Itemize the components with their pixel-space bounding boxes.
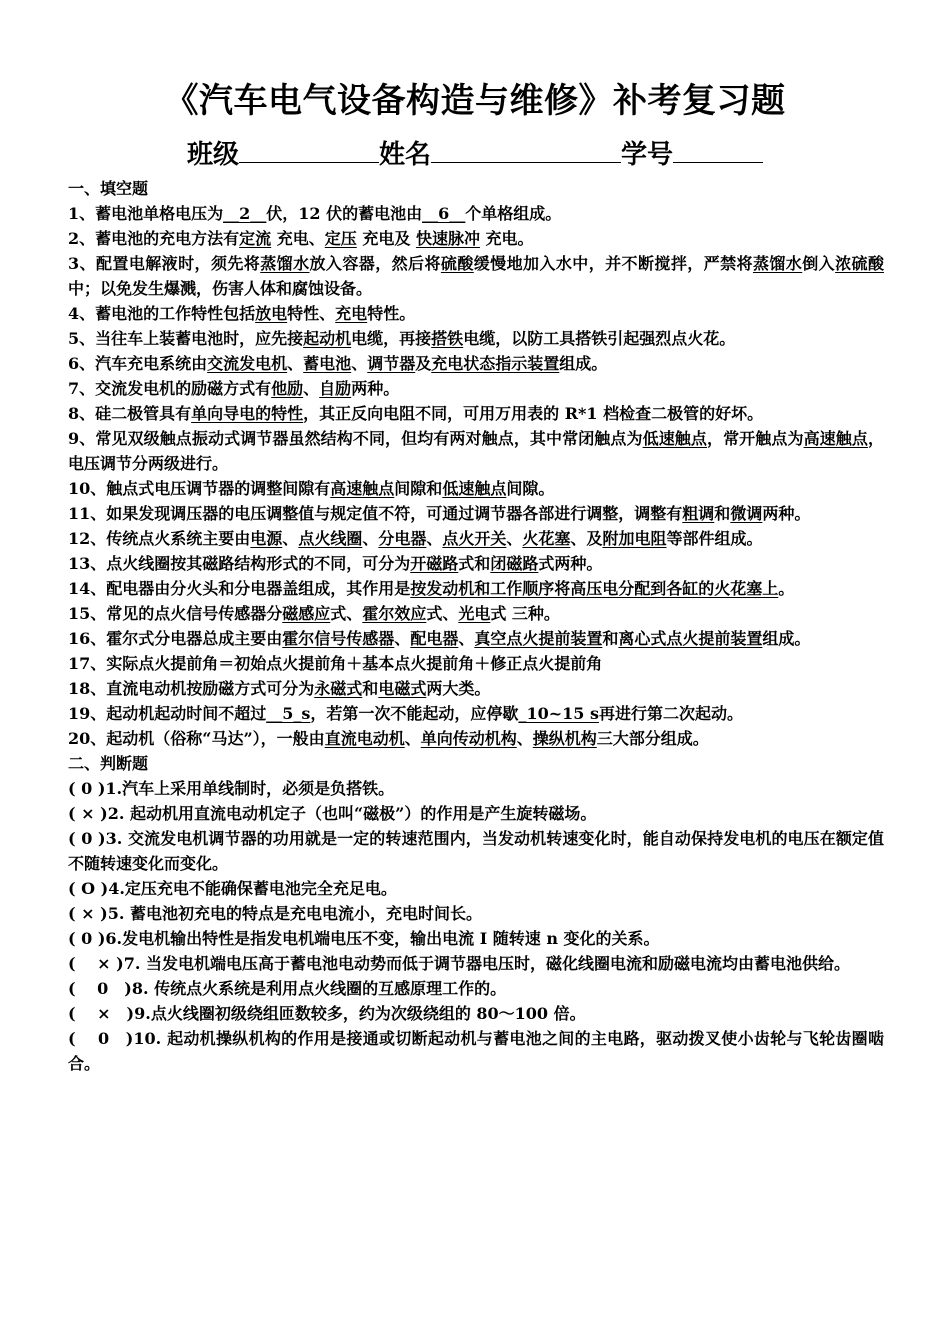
question-text: 。 [778,579,795,598]
answer: 配电器 [410,629,459,648]
answer: 磁感应 [282,604,331,623]
answer: 电磁式 [378,679,427,698]
question-17 [68,651,884,676]
question-text: 17、实际点火提前角＝初始点火提前角＋基本点火提前角＋修正点火提前角 [68,654,603,673]
answer: 电源 [250,529,283,548]
question-text: 8. 传统点火系统是利用点火线圈的互感原理工作的。 [131,979,507,998]
answer: 真空点火提前装置 [474,629,603,648]
question-text: 两种。 [762,504,811,523]
answer: 单向传动机构 [420,729,517,748]
judge-item-3 [68,826,884,876]
question-text: 间隙和 [394,479,443,498]
judge-item-2 [68,801,884,826]
question-2 [68,226,884,251]
question-13 [68,551,884,576]
judge-mark: ( 0 ) [68,779,106,798]
judge-item-10 [68,1026,884,1076]
question-text: 、 [287,354,304,373]
question-text: 3、配置电解液时，须先将 [68,254,261,273]
section-fill-heading: 一、填空题 [68,179,149,198]
question-14 [68,576,884,601]
answer: 点火线圈 [298,529,363,548]
judge-item-5 [68,901,884,926]
question-text: 电缆，再接 [351,329,432,348]
question-text: 11、如果发现调压器的电压调整值与规定值不符，可通过调节器各部进行调整，调整有 [68,504,683,523]
question-18 [68,676,884,701]
question-text: 放入容器，然后将 [309,254,441,273]
answer: 交流发电机 [207,354,288,373]
question-text: 1.汽车上采用单线制时，必须是负搭铁。 [105,779,395,798]
judge-mark: ( × ) [68,954,124,973]
question-text: 式、 [426,604,459,623]
answer: 快速脉冲 [415,229,480,248]
question-16 [68,626,884,651]
question-text: 7、交流发电机的励磁方式有 [68,379,272,398]
question-text: 式和 [458,554,491,573]
question-text: 10. 起动机操纵机构的作用是接通或切断起动机与蓄电池之间的主电路，驱动拨叉使小齿轮与飞轮齿圈啮合。 [68,1029,884,1073]
question-text: 、 [351,354,368,373]
answer: __6__ [422,204,466,223]
question-text: 组成。 [762,629,811,648]
question-text: 倒入 [802,254,836,273]
question-text: 间隙。 [506,479,555,498]
question-text: 8、硅二极管具有 [68,404,192,423]
question-text: 及 [415,354,432,373]
question-text: 7. 当发电机端电压高于蓄电池电动势而低于调节器电压时，磁化线圈电流和励磁电流均由蓄电池供给。 [123,954,850,973]
question-text: 特性。 [367,304,416,323]
answer: 定流 [239,229,272,248]
judge-mark: ( × ) [68,904,108,923]
question-text: 13、点火线圈按其磁路结构形式的不同，可分为 [68,554,411,573]
answer: _10~15 s [518,704,599,723]
question-text: 、 [303,379,320,398]
judge-item-1 [68,776,884,801]
answer: 永磁式 [314,679,363,698]
answer: 霍尔效应 [362,604,427,623]
question-text: ，其正反向电阻不同，可用万用表的 R*1 档检查二极管的好坏。 [303,404,764,423]
question-4 [68,301,884,326]
answer: __2__ [223,204,267,223]
answer: 高速触点 [330,479,395,498]
question-text: 6.发电机输出特性是指发电机端电压不变，输出电流 I 随转速 n 变化的关系。 [105,929,660,948]
answer: 充电 [335,304,368,323]
answer: 蒸馏水 [260,254,310,273]
question-text: 两大类。 [426,679,491,698]
answer: 搭铁 [431,329,464,348]
question-text: 9.点火线圈初级绕组匝数较多，约为次级绕组的 80～100 倍。 [134,1004,586,1023]
question-text: 等部件组成。 [666,529,763,548]
answer: 充电状态指示装置 [431,354,560,373]
answer: 附加电阻 [602,529,667,548]
answer: 火花塞 [522,529,571,548]
judge-mark: ( 0 ) [68,929,106,948]
question-text: ，常开触点为 [706,429,804,448]
answer: 按发动机和工作顺序将高压电分配到各缸的火花塞上 [410,579,779,598]
question-1 [68,201,884,226]
question-text: 两种。 [351,379,400,398]
answer: 霍尔信号传感器 [282,629,395,648]
judge-item-7 [68,951,884,976]
question-text: 伏，12 伏的蓄电池由 [266,204,423,223]
question-text: 1、蓄电池单格电压为 [68,204,224,223]
question-text: 、 [362,529,379,548]
question-text: 充电、 [276,229,325,248]
question-text: 式、 [330,604,363,623]
question-10 [68,476,884,501]
question-text: 充电。 [485,229,534,248]
judge-item-6 [68,926,884,951]
question-20 [68,726,884,751]
name-label: 姓名 [378,140,431,170]
judge-mark: ( 0 ) [68,829,106,848]
id-label: 学号 [621,140,674,170]
question-text: 三大部分组成。 [596,729,709,748]
question-text: 式 三种。 [490,604,560,623]
answer: 定压 [324,229,357,248]
answer: 调节器 [367,354,416,373]
question-text: 、 [458,629,475,648]
answer: 光电 [458,604,491,623]
question-text: 再进行第二次起动。 [598,704,743,723]
question-text: 特性、 [287,304,336,323]
answer: 起动机 [303,329,352,348]
answer: 低速触点 [642,429,707,448]
question-9 [68,426,884,476]
name-blank[interactable] [431,136,621,163]
question-text: 20、起动机（俗称“马达”），一般由 [68,729,325,748]
answer: 单向导电的特性 [191,404,304,423]
answer: 点火开关 [442,529,507,548]
question-text: 组成。 [559,354,608,373]
answer: 离心式点火提前装置 [618,629,763,648]
answer: 蒸馏水 [752,254,803,273]
answer: 放电 [255,304,288,323]
question-text: 充电及 [362,229,411,248]
answer: 开磁路 [410,554,459,573]
student-info-line [0,136,950,173]
id-blank[interactable] [673,136,763,163]
question-text: 缓慢地加入水中，并不断搅拌，严禁将 [473,254,753,273]
section-judge-heading: 二、判断题 [68,754,149,773]
answer: 硫酸 [440,254,474,273]
question-text: 2. 起动机用直流电动机定子（也叫“磁极”）的作用是产生旋转磁场。 [107,804,597,823]
judge-item-9 [68,1001,884,1026]
question-text: 电缆，以防工具搭铁引起强烈点火花。 [463,329,736,348]
judge-item-4 [68,876,884,901]
question-12 [68,526,884,551]
answer: 直流电动机 [324,729,405,748]
class-blank[interactable] [239,136,379,163]
answer: 微调 [730,504,763,523]
answer: 低速触点 [442,479,507,498]
question-text: 19、起动机起动时间不超过 [68,704,267,723]
judge-mark: ( O ) [68,879,109,898]
answer: 高速触点 [803,429,868,448]
question-19 [68,701,884,726]
question-text: 15、常见的点火信号传感器分 [68,604,283,623]
question-text: 5、当往车上装蓄电池时，应先接 [68,329,304,348]
question-text: 14、配电器由分火头和分电器盖组成，其作用是 [68,579,411,598]
question-6 [68,351,884,376]
question-text: 、 [404,729,421,748]
question-text: 4.定压充电不能确保蓄电池完全充足电。 [108,879,397,898]
question-text: 和 [714,504,731,523]
answer: 粗调 [682,504,715,523]
answer: 蓄电池 [303,354,352,373]
question-11 [68,501,884,526]
question-text: 、 [506,529,523,548]
page-title: 《汽车电气设备构造与维修》补考复习题 [164,81,786,121]
question-text: 16、霍尔式分电器总成主要由 [68,629,283,648]
question-3 [68,251,884,301]
question-15 [68,601,884,626]
question-text: 、及 [570,529,603,548]
question-text: 和 [362,679,379,698]
judge-mark: ( × ) [68,804,108,823]
judge-item-8 [68,976,884,1001]
question-text: 12、传统点火系统主要由 [68,529,251,548]
class-label: 班级 [186,140,239,170]
question-text: 10、触点式电压调节器的调整间隙有 [68,479,331,498]
question-text: 式两种。 [538,554,603,573]
question-text: 和 [602,629,619,648]
answer: 自励 [319,379,352,398]
judge-mark: ( 0 ) [68,979,132,998]
question-text: 5. 蓄电池初充电的特点是充电电流小，充电时间长。 [107,904,482,923]
question-text: 4、蓄电池的工作特性包括 [68,304,256,323]
answer: 闭磁路 [490,554,539,573]
question-text: 9、常见双级触点振动式调节器虽然结构不同，但均有两对触点，其中常闭触点为 [68,429,643,448]
question-5 [68,326,884,351]
question-text: 18、直流电动机按励磁方式可分为 [68,679,315,698]
question-text: 、 [394,629,411,648]
question-text: 6、汽车充电系统由 [68,354,208,373]
question-text: 中；以免发生爆溅，伤害人体和腐蚀设备。 [68,279,373,298]
question-text: 、 [516,729,533,748]
question-text: ，电压调节分两级进行。 [68,429,884,473]
question-text: ，若第一次不能起动，应停歇 [310,704,519,723]
judge-mark: ( × ) [68,1004,135,1023]
answer: 浓硫酸 [835,254,884,273]
answer: 他励 [271,379,304,398]
question-7 [68,376,884,401]
judge-mark: ( 0 ) [68,1029,134,1048]
question-text: 个单格组成。 [465,204,562,223]
answer: 操纵机构 [532,729,597,748]
exam-content [68,176,884,1076]
answer: __5_s [266,704,311,723]
question-text: 、 [282,529,299,548]
answer: 分电器 [378,529,427,548]
question-text: 3. 交流发电机调节器的功用就是一定的转速范围内，当发动机转速变化时，能自动保持发电机的电压在额定值不随转速变化而变化。 [68,829,884,873]
question-text: 、 [426,529,443,548]
question-8 [68,401,884,426]
question-text: 2、蓄电池的充电方法有 [68,229,240,248]
